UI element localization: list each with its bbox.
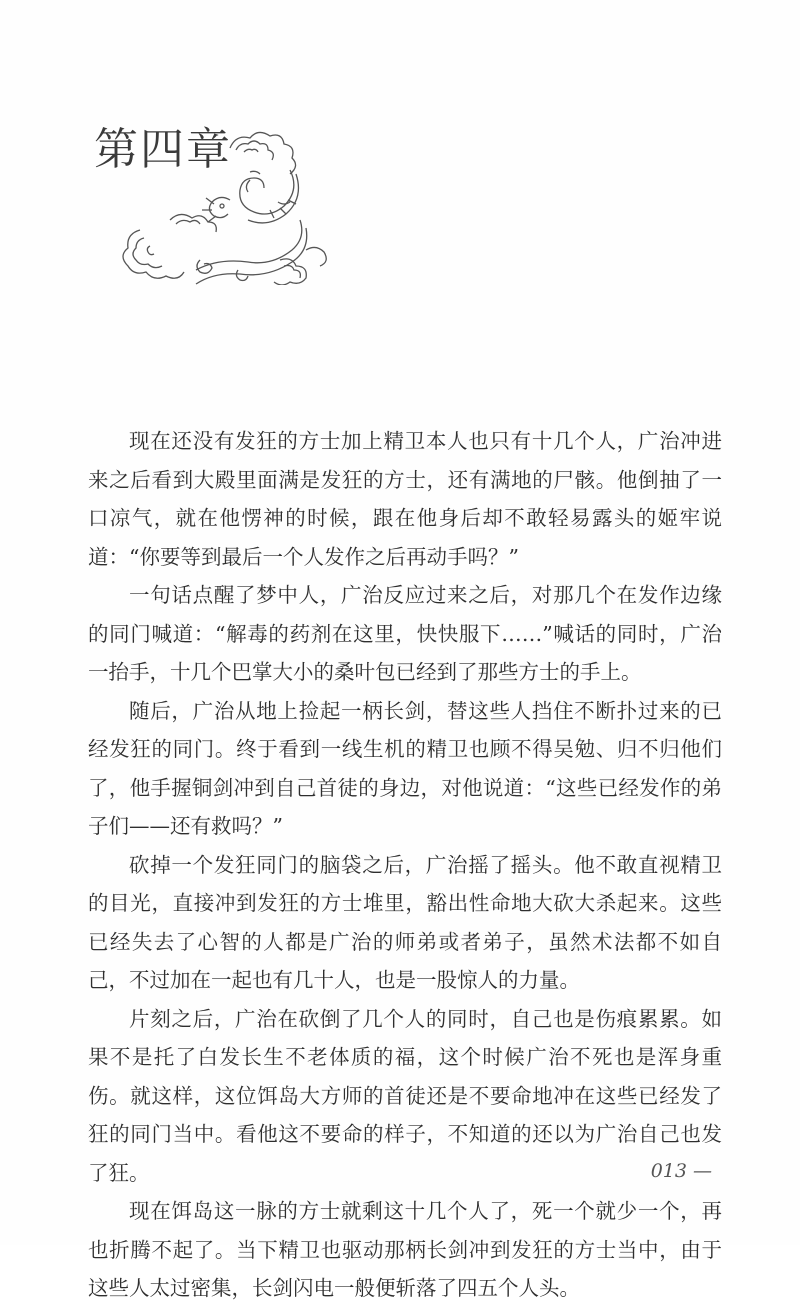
paragraph: 现在饵岛这一脉的方士就剩这十几个人了，死一个就少一个，再也折腾不起了。当下精卫也驱动那柄长剑冲到发狂的方士当中，由于这些人太过密集，长剑闪电一般便斩落了四五个人头。: [88, 1199, 722, 1300]
page-number: 013 —: [650, 1160, 712, 1182]
paragraph: 现在还没有发狂的方士加上精卫本人也只有十几个人，广治冲进来之后看到大殿里面满是发狂的方士，还有满地的尸骸。他倒抽了一口凉气，就在他愣神的时候，跟在他身后却不敢轻易露头的姬牢说道：“你要等到最后一个人发作之后再动手吗？”: [88, 429, 722, 569]
paragraph: 一句话点醒了梦中人，广治反应过来之后，对那几个在发作边缘的同门喊道：“解毒的药剂在这里，快快服下……”喊话的同时，广治一抬手，十几个巴掌大小的桑叶包已经到了那些方士的手上。: [88, 583, 722, 684]
chapter-title: 第四章: [94, 124, 232, 175]
paragraph: 砍掉一个发狂同门的脑袋之后，广治摇了摇头。他不敢直视精卫的目光，直接冲到发狂的方士堆里，豁出性命地大砍大杀起来。这些已经失去了心智的人都是广治的师弟或者弟子，虽然术法都不如自己，不过加在一起也有几十人，也是一股惊人的力量。: [88, 852, 722, 992]
paragraph: 片刻之后，广治在砍倒了几个人的同时，自己也是伤痕累累。如果不是托了白发长生不老体质的福，这个时候广治不死也是浑身重伤。就这样，这位饵岛大方师的首徒还是不要命地冲在这些已经发了狂的同门当中。看他这不要命的样子，不知道的还以为广治自己也发了狂。: [88, 1006, 722, 1185]
paragraph: 随后，广治从地上捡起一柄长剑，替这些人挡住不断扑过来的已经发狂的同门。终于看到一线生机的精卫也顾不得吴勉、归不归他们了，他手握铜剑冲到自己首徒的身边，对他说道：“这些已经发作的弟子们——还有救吗？”: [88, 698, 722, 838]
body-text: [88, 422, 722, 1308]
